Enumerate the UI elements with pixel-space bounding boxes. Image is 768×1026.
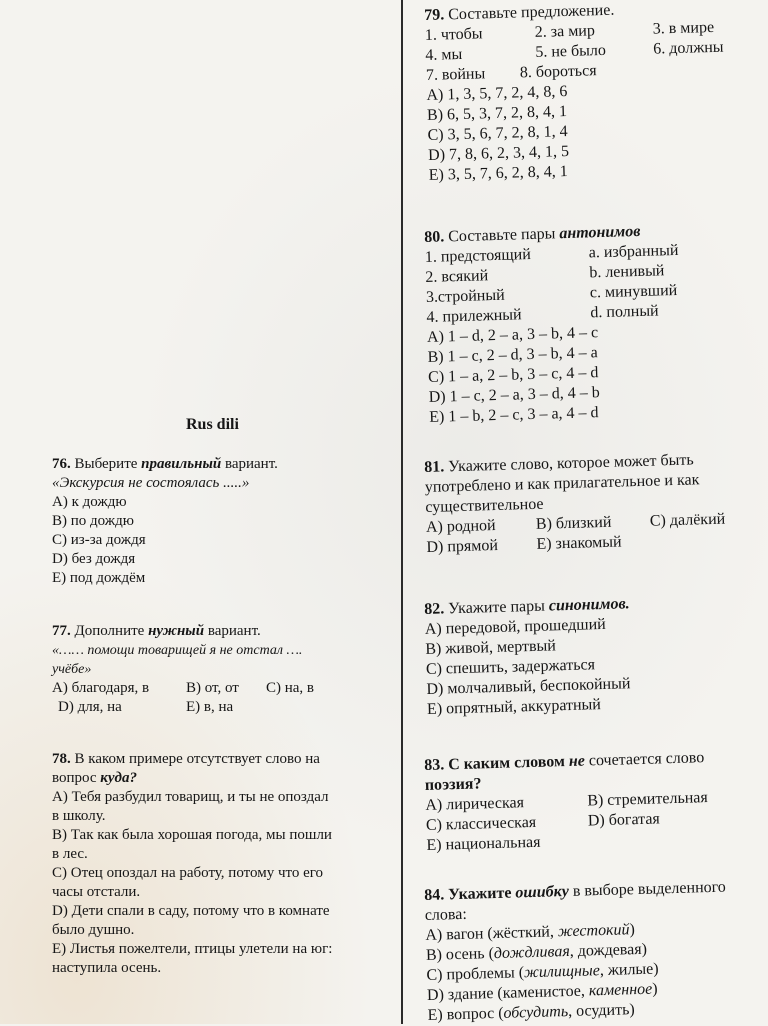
answer-option: E) опрятный, аккуратный: [426, 696, 602, 718]
pair-right: a. избранный: [588, 241, 679, 262]
question-76: [52, 455, 392, 588]
answer-option: D) молчаливый, беспокойный: [426, 675, 631, 698]
question-84-text: 84. Укажите ошибку в выборе выделенного: [424, 878, 727, 904]
question-77-prompt: «…… помощи товарищей я не отстал ….: [52, 643, 303, 658]
answer-option: E) под дождём: [52, 570, 146, 586]
question-81: [424, 449, 757, 558]
pair-right: c. минувший: [589, 281, 678, 302]
answer-option: A) родной: [425, 517, 496, 536]
answer-option: C) спешить, задержаться: [425, 656, 596, 678]
answer-option: D) богатая: [587, 810, 661, 830]
answer-option: A) 1 – d, 2 – a, 3 – b, 4 – c: [426, 324, 599, 346]
answer-option: C) проблемы (жилищные, жилые): [426, 960, 659, 984]
question-81-text: 81. Укажите слово, которое может быть: [424, 451, 694, 476]
answer-option: B) по дождю: [52, 513, 134, 529]
question-83-text: 83. С каким словом не сочетается слово: [424, 749, 705, 774]
answer-option: в школу.: [52, 808, 106, 824]
answer-option: E) в, на: [186, 699, 234, 715]
answer-option: E) знакомый: [536, 533, 622, 553]
pair-left: 3.стройный: [425, 286, 505, 306]
word-item: 2. за мир: [534, 22, 596, 41]
answer-option: наступила осень.: [52, 960, 162, 976]
answer-option: C) далёкий: [649, 510, 726, 530]
question-78: [52, 750, 392, 978]
question-81-text-line: употреблено и как прилагательное и как: [424, 471, 700, 496]
answer-option: D) 1 – c, 2 – a, 3 – d, 4 – b: [428, 384, 600, 406]
word-item: 1. чтобы: [424, 25, 483, 44]
pair-right: d. полный: [590, 302, 659, 322]
question-79: [424, 0, 759, 186]
answer-option: E) Листья пожелтели, птицы улетели на юг:: [52, 941, 333, 957]
pair-left: 4. прилежный: [426, 306, 522, 326]
answer-option: E) 3, 5, 7, 6, 2, 8, 4, 1: [428, 163, 569, 184]
answer-option: A) вагон (жёсткий, жестокий): [425, 921, 636, 944]
answer-option: B) близкий: [535, 513, 612, 533]
answer-option: A) Тебя разбудил товарищ, и ты не опоздал: [52, 789, 329, 805]
answer-option: B) стремительная: [587, 789, 708, 810]
answer-option: D) 7, 8, 6, 2, 3, 4, 1, 5: [427, 143, 570, 164]
answer-option: A) благодаря, в: [52, 680, 150, 696]
word-item: 5. не было: [535, 41, 607, 61]
subject-title: Rus dili: [186, 416, 239, 433]
answer-option: D) здание (каменистое, каменное): [426, 980, 658, 1004]
question-80: [424, 219, 759, 428]
question-76-prompt: «Экскурсия не состоялась .....»: [52, 475, 250, 491]
question-83-word: поэзия?: [424, 775, 482, 794]
question-78-text-line2: вопрос куда?: [52, 770, 137, 786]
word-item: 4. мы: [425, 45, 463, 64]
answer-option: E) 1 – b, 2 – c, 3 – a, 4 – d: [429, 404, 599, 426]
question-77: [52, 622, 392, 717]
question-84: [424, 877, 758, 1026]
answer-option: A) 1, 3, 5, 7, 2, 4, 8, 6: [426, 83, 568, 104]
word-item: 3. в мире: [652, 18, 715, 38]
question-77-text: 77. Дополните нужный вариант.: [52, 623, 261, 639]
question-76-text: 76. Выберите правильный вариант.: [52, 456, 278, 472]
answer-row: [52, 698, 392, 717]
pair-left: 1. предстоящий: [424, 246, 532, 266]
question-78-text: 78. В каком примере отсутствует слово на: [52, 751, 320, 767]
answer-option: A) лирическая: [425, 794, 525, 814]
answer-option: в лес.: [52, 846, 88, 862]
pair-left: 2. всякий: [425, 267, 489, 286]
answer-option: D) для, на: [58, 699, 122, 715]
answer-row: [52, 679, 392, 698]
answer-option: B) Так как была хорошая погода, мы пошли: [52, 827, 332, 843]
question-81-text-line: существительное: [425, 495, 544, 516]
question-82-text: 82. Укажите пары синонимов.: [424, 595, 630, 618]
answer-option: C) на, в: [266, 680, 315, 696]
answer-option: B) 1 – c, 2 – d, 3 – b, 4 – a: [427, 344, 598, 366]
answer-option: A) к дождю: [52, 494, 127, 510]
question-82: [424, 591, 757, 720]
answer-option: C) классическая: [425, 813, 537, 834]
answer-option: B) осень (дождливая, дождевая): [425, 940, 648, 964]
question-80-text: 80. Составьте пары антонимов: [424, 222, 641, 246]
answer-option: C) 3, 5, 6, 7, 2, 8, 1, 4: [427, 123, 568, 144]
answer-option: C) из-за дождя: [52, 532, 146, 548]
answer-option: B) живой, мертвый: [425, 637, 557, 658]
answer-option: часы отстали.: [52, 884, 141, 900]
answer-option: C) 1 – a, 2 – b, 3 – c, 4 – d: [427, 364, 599, 386]
question-77-prompt: учёбе»: [52, 662, 92, 677]
answer-option: B) 6, 5, 3, 7, 2, 8, 4, 1: [426, 103, 568, 124]
question-79-text: 79. Составьте предложение.: [424, 1, 615, 24]
word-item: 6. должны: [653, 38, 724, 58]
answer-option: B) от, от: [186, 680, 239, 696]
answer-option: D) без дождя: [52, 551, 136, 567]
answer-option: E) национальная: [426, 833, 541, 854]
answer-option: C) Отец опоздал на работу, потому что его: [52, 865, 324, 881]
question-84-text-line2: слова:: [424, 905, 468, 924]
answer-option: E) вопрос (обсудить, осудить): [427, 1001, 635, 1024]
question-83: [424, 747, 757, 856]
answer-option: было душно.: [52, 922, 135, 938]
answer-option: D) Дети спали в саду, потому что в комнате: [52, 903, 330, 919]
word-item: 7. войны: [425, 65, 486, 84]
pair-right: b. ленивый: [589, 262, 665, 282]
column-divider: [401, 0, 403, 1024]
answer-option: A) передовой, прошедший: [424, 615, 606, 638]
answer-option: D) прямой: [426, 536, 499, 556]
word-item: 8. бороться: [519, 62, 597, 82]
